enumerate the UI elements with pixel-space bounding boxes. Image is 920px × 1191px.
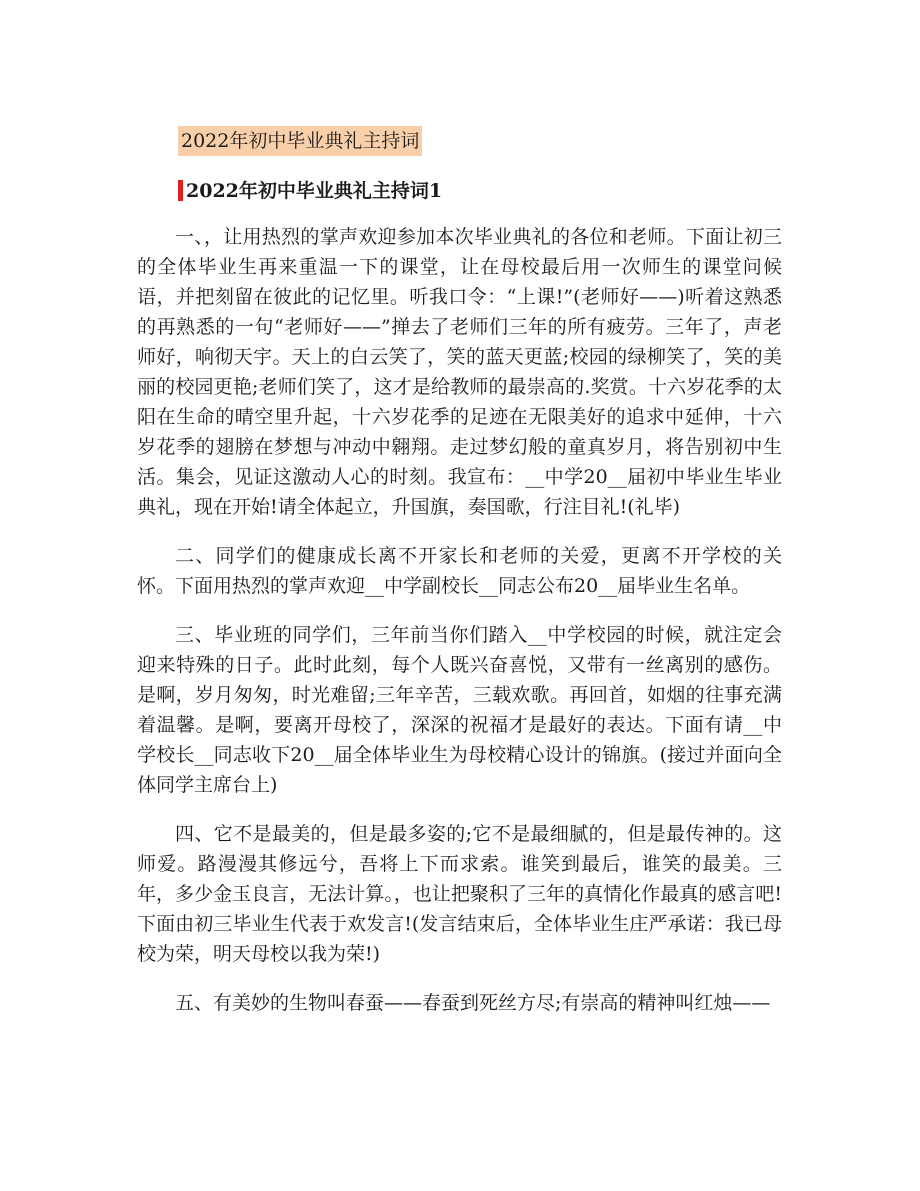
section-heading-text: 2022年初中毕业典礼主持词1 bbox=[186, 180, 443, 202]
paragraph-2: 二、同学们的健康成长离不开家长和老师的关爱，更离不开学校的关怀。下面用热烈的掌声欢迎__中学副校长__同志公布20__届毕业生名单。 bbox=[137, 545, 782, 597]
paragraph-3: 三、毕业班的同学们，三年前当你们踏入__中学校园的时候，就注定会迎来特殊的日子。此时此刻，每个人既兴奋喜悦，又带有一丝离别的感伤。是啊，岁月匆匆，时光难留;三年辛苦，三载欢歌。再回首，如烟的往事充满着温馨。是啊，要离开母校了，深深的祝福才是最好的表达。下面有请__中学校长__同志收下20__届全体毕业生为母校精心设计的锦旗。(接过并面向全体同学主席台上) bbox=[137, 624, 782, 796]
document-title: 2022年初中毕业典礼主持词 bbox=[178, 126, 422, 156]
body-text bbox=[137, 222, 782, 1037]
paragraph-4: 四、它不是最美的，但是最多姿的;它不是最细腻的，但是最传神的。这师爱。路漫漫其修远兮，吾将上下而求索。谁笑到最后，谁笑的最美。三年，多少金玉良言，无法计算。，也让把聚积了三年的真情化作最真的感言吧!下面由初三毕业生代表于欢发言!(发言结束后，全体毕业生庄严承诺：我已母校为荣，明天母校以我为荣!) bbox=[137, 823, 782, 965]
paragraph-1: 一、，让用热烈的掌声欢迎参加本次毕业典礼的各位和老师。下面让初三的全体毕业生再来重温一下的课堂，让在母校最后用一次师生的课堂问候语，并把刻留在彼此的记忆里。听我口令：“上课!”(老师好——)听着这熟悉的再熟悉的一句“老师好——”掸去了老师们三年的所有疲劳。三年了，声老师好，响彻天宇。天上的白云笑了，笑的蓝天更蓝;校园的绿柳笑了，笑的美丽的校园更艳;老师们笑了，这才是给教师的最崇高的.奖赏。十六岁花季的太阳在生命的晴空里升起，十六岁花季的足迹在无限美好的追求中延伸，十六岁花季的翅膀在梦想与冲动中翱翔。走过梦幻般的童真岁月，将告别初中生活。集会，见证这激动人心的时刻。我宣布：__中学20__届初中毕业生毕业典礼，现在开始!请全体起立，升国旗，奏国歌，行注目礼!(礼毕) bbox=[137, 226, 782, 518]
section-heading bbox=[178, 176, 442, 206]
heading-marker-icon bbox=[178, 180, 183, 201]
paragraph-5: 五、有美妙的生物叫春蚕——春蚕到死丝方尽;有崇高的精神叫红烛—— bbox=[175, 992, 771, 1014]
